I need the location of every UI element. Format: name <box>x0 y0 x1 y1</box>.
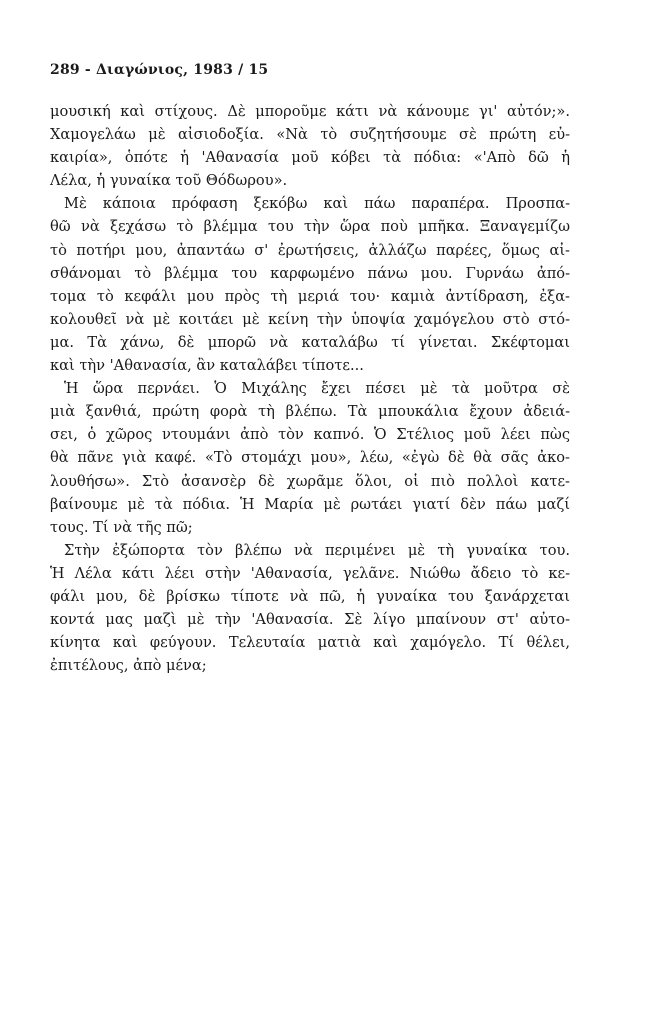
text-line: κολουθεῖ νὰ μὲ κοιτάει μὲ κείνη τὴν ὑποψία χαμόγελου στὸ στό- <box>50 310 570 328</box>
text-line: ἐπιτέλους, ἀπὸ μένα; <box>50 657 207 675</box>
paragraph-4 <box>50 539 570 678</box>
text-line: τομα τὸ κεφάλι μου πρὸς τὴ μεριά του· καμιὰ ἀντίδραση, ἐξα- <box>50 287 570 305</box>
text-line: κοντά μας μαζὶ μὲ τὴν 'Αθανασία. Σὲ λίγο μπαίνουν στ' αὐτο- <box>50 611 570 629</box>
text-line: κίνητα καὶ φεύγουν. Τελευταία ματιὰ καὶ χαμόγελο. Τί θέλει, <box>50 634 570 652</box>
text-line: Λέλα, ἡ γυναίκα τοῦ Θόδωρου». <box>50 172 288 190</box>
text-line: Στὴν ἐξώπορτα τὸν βλέπω νὰ περιμένει μὲ τὴ γυναίκα του. <box>64 541 570 559</box>
paragraph-1 <box>50 100 570 192</box>
body-text <box>50 100 570 677</box>
text-line: Μὲ κάποια πρόφαση ξεκόβω καὶ πάω παραπέρα. Προσπα- <box>64 195 570 213</box>
text-line: Ἡ Λέλα κάτι λέει στὴν 'Αθανασία, γελᾶνε. Νιώθω ἄδειο τὸ κε- <box>50 564 570 582</box>
text-line: τους. Τί νὰ τῆς πῶ; <box>50 518 193 536</box>
text-line: καιρία», ὁπότε ἡ 'Αθανασία μοῦ κόβει τὰ πόδια: «'Απὸ δῶ ἡ <box>50 149 570 167</box>
text-line: μιὰ ξανθιά, πρώτη φορὰ τὴ βλέπω. Τὰ μπουκάλια ἔχουν ἀδειά- <box>50 403 570 421</box>
text-line: μουσική καὶ στίχους. Δὲ μποροῦμε κάτι νὰ κάνουμε γι' αὐτόν;». <box>50 103 570 120</box>
text-line: σθάνομαι τὸ βλέμμα του καρφωμένο πάνω μου. Γυρνάω ἀπό- <box>50 264 570 282</box>
paragraph-3 <box>50 377 570 539</box>
text-line: μα. Τὰ χάνω, δὲ μπορῶ νὰ καταλάβω τί γίνεται. Σκέφτομαι <box>50 333 570 351</box>
text-line: Χαμογελάω μὲ αἰσιοδοξία. «Νὰ τὸ συζητήσουμε σὲ πρώτη εὐ- <box>50 126 570 144</box>
running-head: 289 - Διαγώνιος, 1983 / 15 <box>50 62 269 78</box>
text-line: θὰ πᾶνε γιὰ καφέ. «Τὸ στομάχι μου», λέω, «ἐγὼ δὲ θὰ σᾶς ἀκο- <box>50 449 570 467</box>
text-line: σει, ὁ χῶρος ντουμάνι ἀπὸ τὸν καπνό. Ὁ Στέλιος μοῦ λέει πὼς <box>50 426 570 444</box>
text-line: καὶ τὴν 'Αθανασία, ἂν καταλάβει τίποτε... <box>50 357 364 375</box>
text-line: τὸ ποτήρι μου, ἀπαντάω σ' ἐρωτήσεις, ἀλλάζω παρέες, ὅμως αἰ- <box>50 241 570 259</box>
paragraph-2 <box>50 192 570 377</box>
text-line: φάλι μου, δὲ βρίσκω τίποτε νὰ πῶ, ἡ γυναίκα του ξανάρχεται <box>50 587 570 605</box>
text-line: λουθήσω». Στὸ ἀσανσὲρ δὲ χωρᾶμε ὅλοι, οἱ πιὸ πολλοὶ κατε- <box>50 472 570 490</box>
text-line: θῶ νὰ ξεχάσω τὸ βλέμμα του τὴν ὥρα ποὺ μπῆκα. Ξαναγεμίζω <box>50 218 570 236</box>
text-line: Ἡ ὥρα περνάει. Ὁ Μιχάλης ἔχει πέσει μὲ τὰ μοῦτρα σὲ <box>64 380 570 398</box>
text-line: βαίνουμε μὲ τὰ πόδια. Ἡ Μαρία μὲ ρωτάει γιατί δὲν πάω μαζί <box>50 495 570 513</box>
